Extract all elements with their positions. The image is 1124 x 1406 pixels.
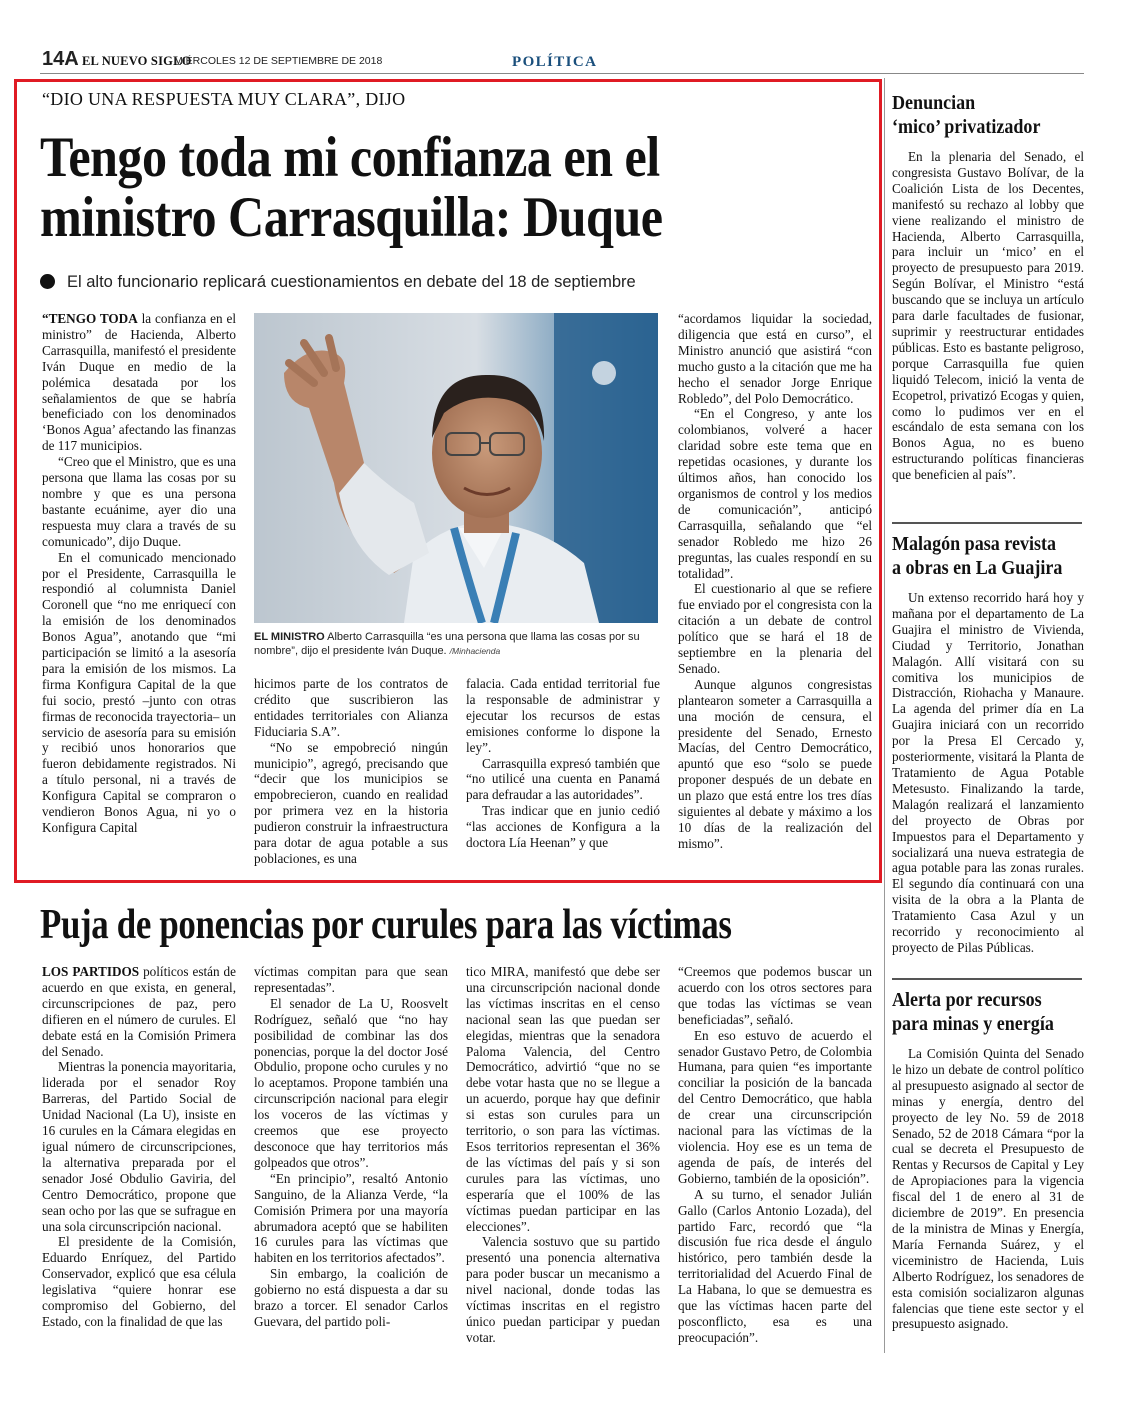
paragraph: El cuestionario al que se refiere fue enviado por el congresista con la citación a un debate de control político que se hará el 18 de septiembre en la plenaria del Senado. bbox=[678, 581, 872, 676]
paragraph: hicimos parte de los contratos de crédito que suscribieron las entidades territoriales con Alianza Fiduciaria S.A”. bbox=[254, 676, 448, 739]
header-rule bbox=[40, 73, 1084, 74]
lead-in: “TENGO TODA bbox=[42, 311, 138, 326]
paragraph: A su turno, el senador Julián Gallo (Carlos Antonio Lozada), del partido Farc, recordó que “la discusión fue rica desde el ángulo histórico, pero también desde la territorialidad del Acuerdo Final de La Habana, lo que se demuestra es que las víctimas hacen parte del posconflicto, esa es una preocupación”. bbox=[678, 1186, 872, 1345]
paragraph: Tras indicar que en junio cedió “las acciones de Konfigura a la doctora Lía Heenan” y que bbox=[466, 803, 660, 851]
paragraph: “No se empobreció ningún municipio”, agregó, precisando que “decir que los municipios se empobrecieron, cuando en realidad por primera vez en la historia pudieron construir la infraestructura para dotar de agua potable a sus poblaciones, es una bbox=[254, 739, 448, 866]
paragraph: tico MIRA, manifestó que debe ser una circunscripción nacional donde las víctimas inscritas en el censo nacional sean las que puedan ser elegidas, mientras que la senadora Paloma Valencia, del Centro Democrático, advirtió “que no se debe votar hasta que no se llegue a un acuerdo, porque hay que definir si estas son curules para un territorio, o son para las víctimas. Esos territorios representan el 36% de las víctimas del país y si son curules para las víctimas, uno esperaría que el 100% de las víctimas puedan participar en las elecciones”. bbox=[466, 964, 660, 1234]
paragraph: “Creemos que podemos buscar un acuerdo con los otros sectores para que todas las víctimas se vean beneficiadas”, señaló. bbox=[678, 964, 872, 1027]
paragraph: En el comunicado mencionado por el Presidente, Carrasquilla le respondió al columnista Daniel Coronell que “no me enriquecí con la emisión de los denominados Bonos Agua”, anotando que “mi participación se limitó a la asesoría para la emisión de los mismos. La firma Konfigura Capital de la que fui socio, prestó –junto con otras firmas de reconocida trayectoria– un servicio de asesoría para su emisión y recibió unos honorarios que fueron debidamente registrados. Ni a título personal, ni a través de Konfigura Capital se compraron o vendieron Bonos Agua, ni yo o Konfigura Capital bbox=[42, 549, 236, 835]
sidebar-item-2-title bbox=[892, 532, 1077, 580]
headline-line-1: Tengo toda mi confianza en el bbox=[40, 126, 660, 189]
main-article-column-3 bbox=[466, 676, 660, 851]
portrait-illustration bbox=[254, 313, 658, 623]
paragraph: falacia. Cada entidad territorial fue la responsable de administrar y ejecutar los recursos de estas emisiones conforme lo dispone la ley”. bbox=[466, 676, 660, 755]
paragraph bbox=[42, 311, 236, 454]
paragraph: Mientras la ponencia mayoritaria, liderada por el senador Roy Barreras, del Partido Social de Unidad Nacional (La U), insiste en 16 curules en la Cámara elegidas en igual número de circunscripciones, la alternativa preparada por el senador José Obdulio Gaviria, del Centro Democrático, propone que sean ocho por las que se sufrague en una sola circunscripción nacional. bbox=[42, 1059, 236, 1234]
title-line: a obras en La Guajira bbox=[892, 557, 1063, 579]
title-line: para minas y energía bbox=[892, 1013, 1054, 1035]
paragraph: “En principio”, resaltó Antonio Sanguino, de la Alianza Verde, “la Comisión Primera por una mayoría abrumadora aceptó que se habiliten 16 curules para las víctimas que habiten en los territorios afectados”. bbox=[254, 1170, 448, 1266]
sidebar-item-2-body bbox=[892, 590, 1084, 956]
paragraph: En eso estuvo de acuerdo el senador Gustavo Petro, de Colombia Humana, para quien “es importante conciliar la posición de la bancada del Centro Democrático, que habla de crear una circunscripción nacional para las víctimas de la violencia. Hoy ese es un tema de agenda de país, de interés del Gobierno, también de la oposición”. bbox=[678, 1027, 872, 1186]
second-article-column-1 bbox=[42, 964, 236, 1330]
second-article-column-4 bbox=[678, 964, 872, 1346]
main-article-column-2 bbox=[254, 676, 448, 867]
photo-credit: /Minhacienda bbox=[449, 646, 501, 656]
sidebar-item-1-title bbox=[892, 91, 1077, 139]
paragraph: Un extenso recorrido hará hoy y mañana por el departamento de La Guajira el ministro de Vivienda, Ciudad y Territorio, Jonathan Malagón. Allí visitará con su comitiva los municipios de Distracción, Riohacha y Manaure. La agenda del primer día en La Guajira iniciará con un recorrido por la Presa El Cercado y, posteriormente, visitará la Planta de Tratamiento de Agua Potable Metesusto. Finalizando la tarde, Malagón realizará el lanzamiento del proyecto de Obras por Impuestos para el Departamento y socializará una nueva estrategia de agua potable para las zonas rurales. El segundo día continuará con una visita de la obra a la Planta de Tratamiento Casa Azul y un recorrido y reconocimiento al proyecto de Pilas Públicas. bbox=[892, 590, 1084, 955]
paragraph: “Creo que el Ministro, que es una persona que llama las cosas por su nombre y que es una persona bastante ecuánime, ayer dio una respuesta muy clara a través de su comunicado”, dijo Duque. bbox=[42, 454, 236, 549]
paragraph: Sin embargo, la coalición de gobierno no está dispuesta a dar su brazo a torcer. El senador Carlos Guevara, del partido poli- bbox=[254, 1266, 448, 1329]
main-article-column-4 bbox=[678, 311, 872, 852]
paragraph: Carrasquilla expresó también que “no utilicé una cuenta en Panamá para defraudar a las autoridades”. bbox=[466, 755, 660, 803]
issue-date: MIÉRCOLES 12 DE SEPTIEMBRE DE 2018 bbox=[174, 55, 383, 67]
bullet-icon bbox=[40, 274, 55, 289]
newspaper-name: EL NUEVO SIGLO bbox=[82, 54, 192, 68]
title-line: Denuncian bbox=[892, 92, 976, 114]
page-number: 14A bbox=[42, 48, 79, 70]
paragraph: Aunque algunos congresistas plantearon someter a Carrasquilla a una moción de censura, el presidente del Senado, Ernesto Macías, del Centro Democrático, apuntó que eso “solo se puede proponer después de un debate en un plazo que está entre los tres días siguientes al debate y máximo a los 10 días de la realización del mismo”. bbox=[678, 676, 872, 851]
paragraph: “En el Congreso, y ante los colombianos, volveré a hacer claridad sobre este tema que en repetidas ocasiones, y durante los últimos años, han conocido los organismos de control y los medios de comunicación”, anticipó Carrasquilla, señalando que “el senador Robledo me hizo 26 preguntas, las cuales respondí en su totalidad”. bbox=[678, 406, 872, 581]
title-line: ‘mico’ privatizador bbox=[892, 116, 1041, 138]
sidebar-item-3-body bbox=[892, 1046, 1084, 1332]
paragraph: Valencia sostuvo que su partido presentó una ponencia alternativa para poder buscar un mecanismo a nivel nacional, donde todas las víctimas inscritas en el registro único puedan participar y puedan votar. bbox=[466, 1234, 660, 1345]
paragraph: El senador de La U, Roosvelt Rodríguez, señaló que “no hay posibilidad de combinar las dos ponencias, porque la del doctor José Obdulio, propone ocho curules y no lo aceptamos. Propone también una circunscripción nacional para elegir los voceros de las víctimas y creemos que ese proyecto desconoce que hay territorios más golpeados que otros”. bbox=[254, 995, 448, 1170]
paragraph bbox=[42, 964, 236, 1059]
sidebar-item-1-body bbox=[892, 149, 1084, 483]
article-subheadline bbox=[40, 273, 636, 292]
headline-line-2: ministro Carrasquilla: Duque bbox=[40, 186, 663, 249]
title-line: Malagón pasa revista bbox=[892, 533, 1057, 555]
paragraph: víctimas compitan para que sean representadas”. bbox=[254, 964, 448, 995]
article-kicker: “DIO UNA RESPUESTA MUY CLARA”, DIJO bbox=[42, 89, 406, 109]
sidebar-separator bbox=[892, 522, 1082, 524]
paragraph: En la plenaria del Senado, el congresista Gustavo Bolívar, de la Coalición Lista de los Decentes, manifestó su rechazo al lobby que viene realizando el ministro de Hacienda, Alberto Carrasquilla, para incluir un ‘mico’ en el proyecto de presupuesto para 2019. Según Bolívar, el Ministro “está buscando que se incluya un artículo para darle facultades de fusionar, suprimir y reestructurar entidades públicas. Esto es bastante peligroso, porque Carrasquilla fue quien liquidó Telecom, inició la venta de Ecopetrol, privatizó Ecogas y quien, como lo pudimos ver en el escándalo de esta semana con los Bonos Agua, no es bueno estructurando políticas financieras que beneficien al país”. bbox=[892, 149, 1084, 483]
lead-in: LOS PARTIDOS bbox=[42, 964, 140, 979]
article-headline bbox=[40, 128, 744, 248]
paragraph: “acordamos liquidar la sociedad, diligencia que está en curso”, el Ministro anunció que asistirá “con mucho gusto a la citación que me ha hecho el senador Jorge Enrique Robledo”, del Polo Democrático. bbox=[678, 311, 872, 406]
paragraph: La Comisión Quinta del Senado le hizo un debate de control político al presupuesto asignado al sector de minas y energía, dentro del proyecto de ley No. 59 de 2018 Senado, 52 de 2018 Cámara “por la cual se decreta el Presupuesto de Rentas y Recursos de Capital y Ley de Apropiaciones para la vigencia fiscal del 1 de enero al 31 de diciembre de 2019”. En presencia de la ministra de Minas y Energía, María Fernanda Suárez, y el viceministro de Hacienda, Luis Alberto Rodríguez, los senadores de esta comisión socializaron algunas falencias que tiene este sector y el presupuesto asignado. bbox=[892, 1046, 1084, 1332]
sidebar-divider bbox=[884, 78, 885, 1353]
paragraph-text: políticos están de acuerdo en que exista, en general, circunscripciones de paz, pero difieren en el número de curules. El debate está en la Comisión Primera del Senado. bbox=[42, 964, 236, 1059]
subheadline-text: El alto funcionario replicará cuestionamientos en debate del 18 de septiembre bbox=[67, 273, 636, 291]
sidebar-separator bbox=[892, 978, 1082, 980]
second-article-column-2 bbox=[254, 964, 448, 1330]
second-article-headline: Puja de ponencias por curules para las víctimas bbox=[40, 902, 732, 948]
caption-lead: EL MINISTRO bbox=[254, 631, 325, 643]
paragraph: El presidente de la Comisión, Eduardo Enríquez, del Partido Conservador, explicó que esa célula legislativa “quiere honrar ese compromiso del Gobierno, del Estado, con la finalidad de que las bbox=[42, 1234, 236, 1329]
paragraph-text: la confianza en el ministro” de Hacienda, Alberto Carrasquilla, manifestó el presidente Iván Duque en medio de la polémica desatada por los señalamientos de que se habría beneficiado con los denominados ‘Bonos Agua’ afectando las finanzas de 117 municipios. bbox=[42, 311, 236, 454]
caption-text: Alberto Carrasquilla “es una persona que llama las cosas por su nombre”, dijo el presidente Iván Duque. bbox=[254, 631, 640, 657]
photo-caption bbox=[254, 630, 660, 658]
title-line: Alerta por recursos bbox=[892, 989, 1042, 1011]
sidebar-item-3-title bbox=[892, 988, 1077, 1036]
section-label: POLÍTICA bbox=[512, 54, 598, 70]
minister-photo bbox=[254, 313, 658, 623]
second-article-column-3 bbox=[466, 964, 660, 1346]
main-article-column-1 bbox=[42, 311, 236, 836]
